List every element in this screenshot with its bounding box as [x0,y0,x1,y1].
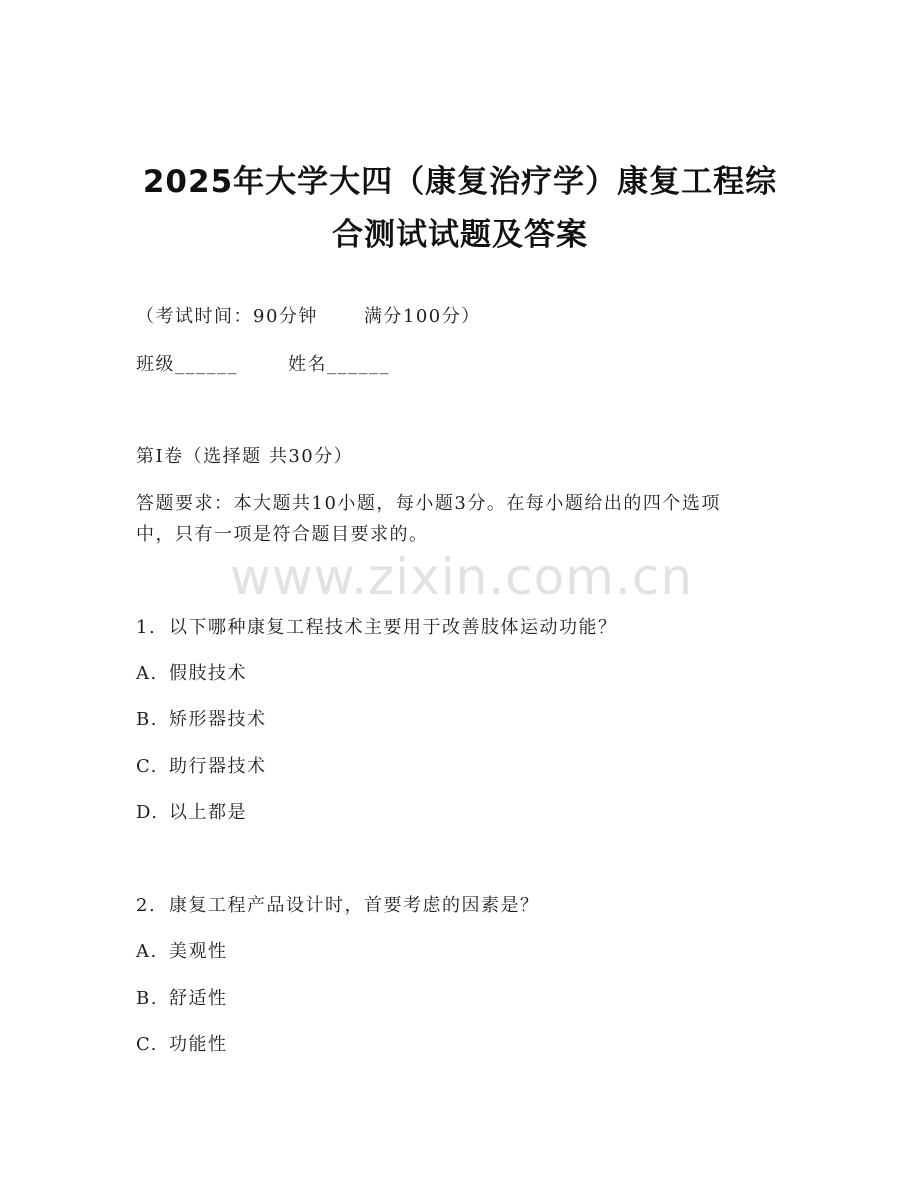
question-1-option-c [136,752,267,778]
document-title-line-2: 合测试试题及答案 [332,217,588,253]
option-text: 以上都是 [169,802,247,823]
option-label: A. [136,941,158,962]
question-1-option-d [136,798,247,824]
exam-info [136,302,481,328]
question-2-option-b [136,984,228,1010]
question-2 [136,891,540,917]
option-text: 矫形器技术 [169,709,267,730]
question-2-option-a [136,937,228,963]
option-label: C. [136,1034,158,1055]
exam-time: （考试时间：90分钟 [136,306,318,327]
watermark: www.zixin.com.cn [230,548,694,606]
option-text: 假肢技术 [169,663,247,684]
question-1-option-a [136,659,247,685]
section-instructions-line-1: 答题要求：本大题共10小题，每小题3分。在每小题给出的四个选项 [136,493,721,514]
name-field: 姓名______ [288,354,390,375]
student-fields [136,350,390,376]
question-1 [136,613,618,639]
option-text: 助行器技术 [169,756,267,777]
question-2-option-c [136,1030,228,1056]
question-text: 以下哪种康复工程技术主要用于改善肢体运动功能？ [169,617,618,638]
section-instructions-line-2: 中，只有一项是符合题目要求的。 [136,524,429,545]
option-label: A. [136,663,158,684]
question-number: 1. [136,617,157,638]
exam-full-score: 满分100分） [363,306,481,327]
question-1-option-b [136,705,267,731]
option-label: D. [136,802,159,823]
section-heading: 第I卷（选择题 共30分） [136,446,354,467]
question-text: 康复工程产品设计时，首要考虑的因素是？ [169,895,540,916]
option-label: B. [136,988,158,1009]
option-label: B. [136,709,158,730]
question-number: 2. [136,895,157,916]
class-field: 班级______ [136,354,238,375]
option-text: 舒适性 [169,988,228,1009]
document-title-line-1: 2025年大学大四（康复治疗学）康复工程综 [142,164,778,200]
option-label: C. [136,756,158,777]
option-text: 美观性 [169,941,228,962]
option-text: 功能性 [169,1034,228,1055]
